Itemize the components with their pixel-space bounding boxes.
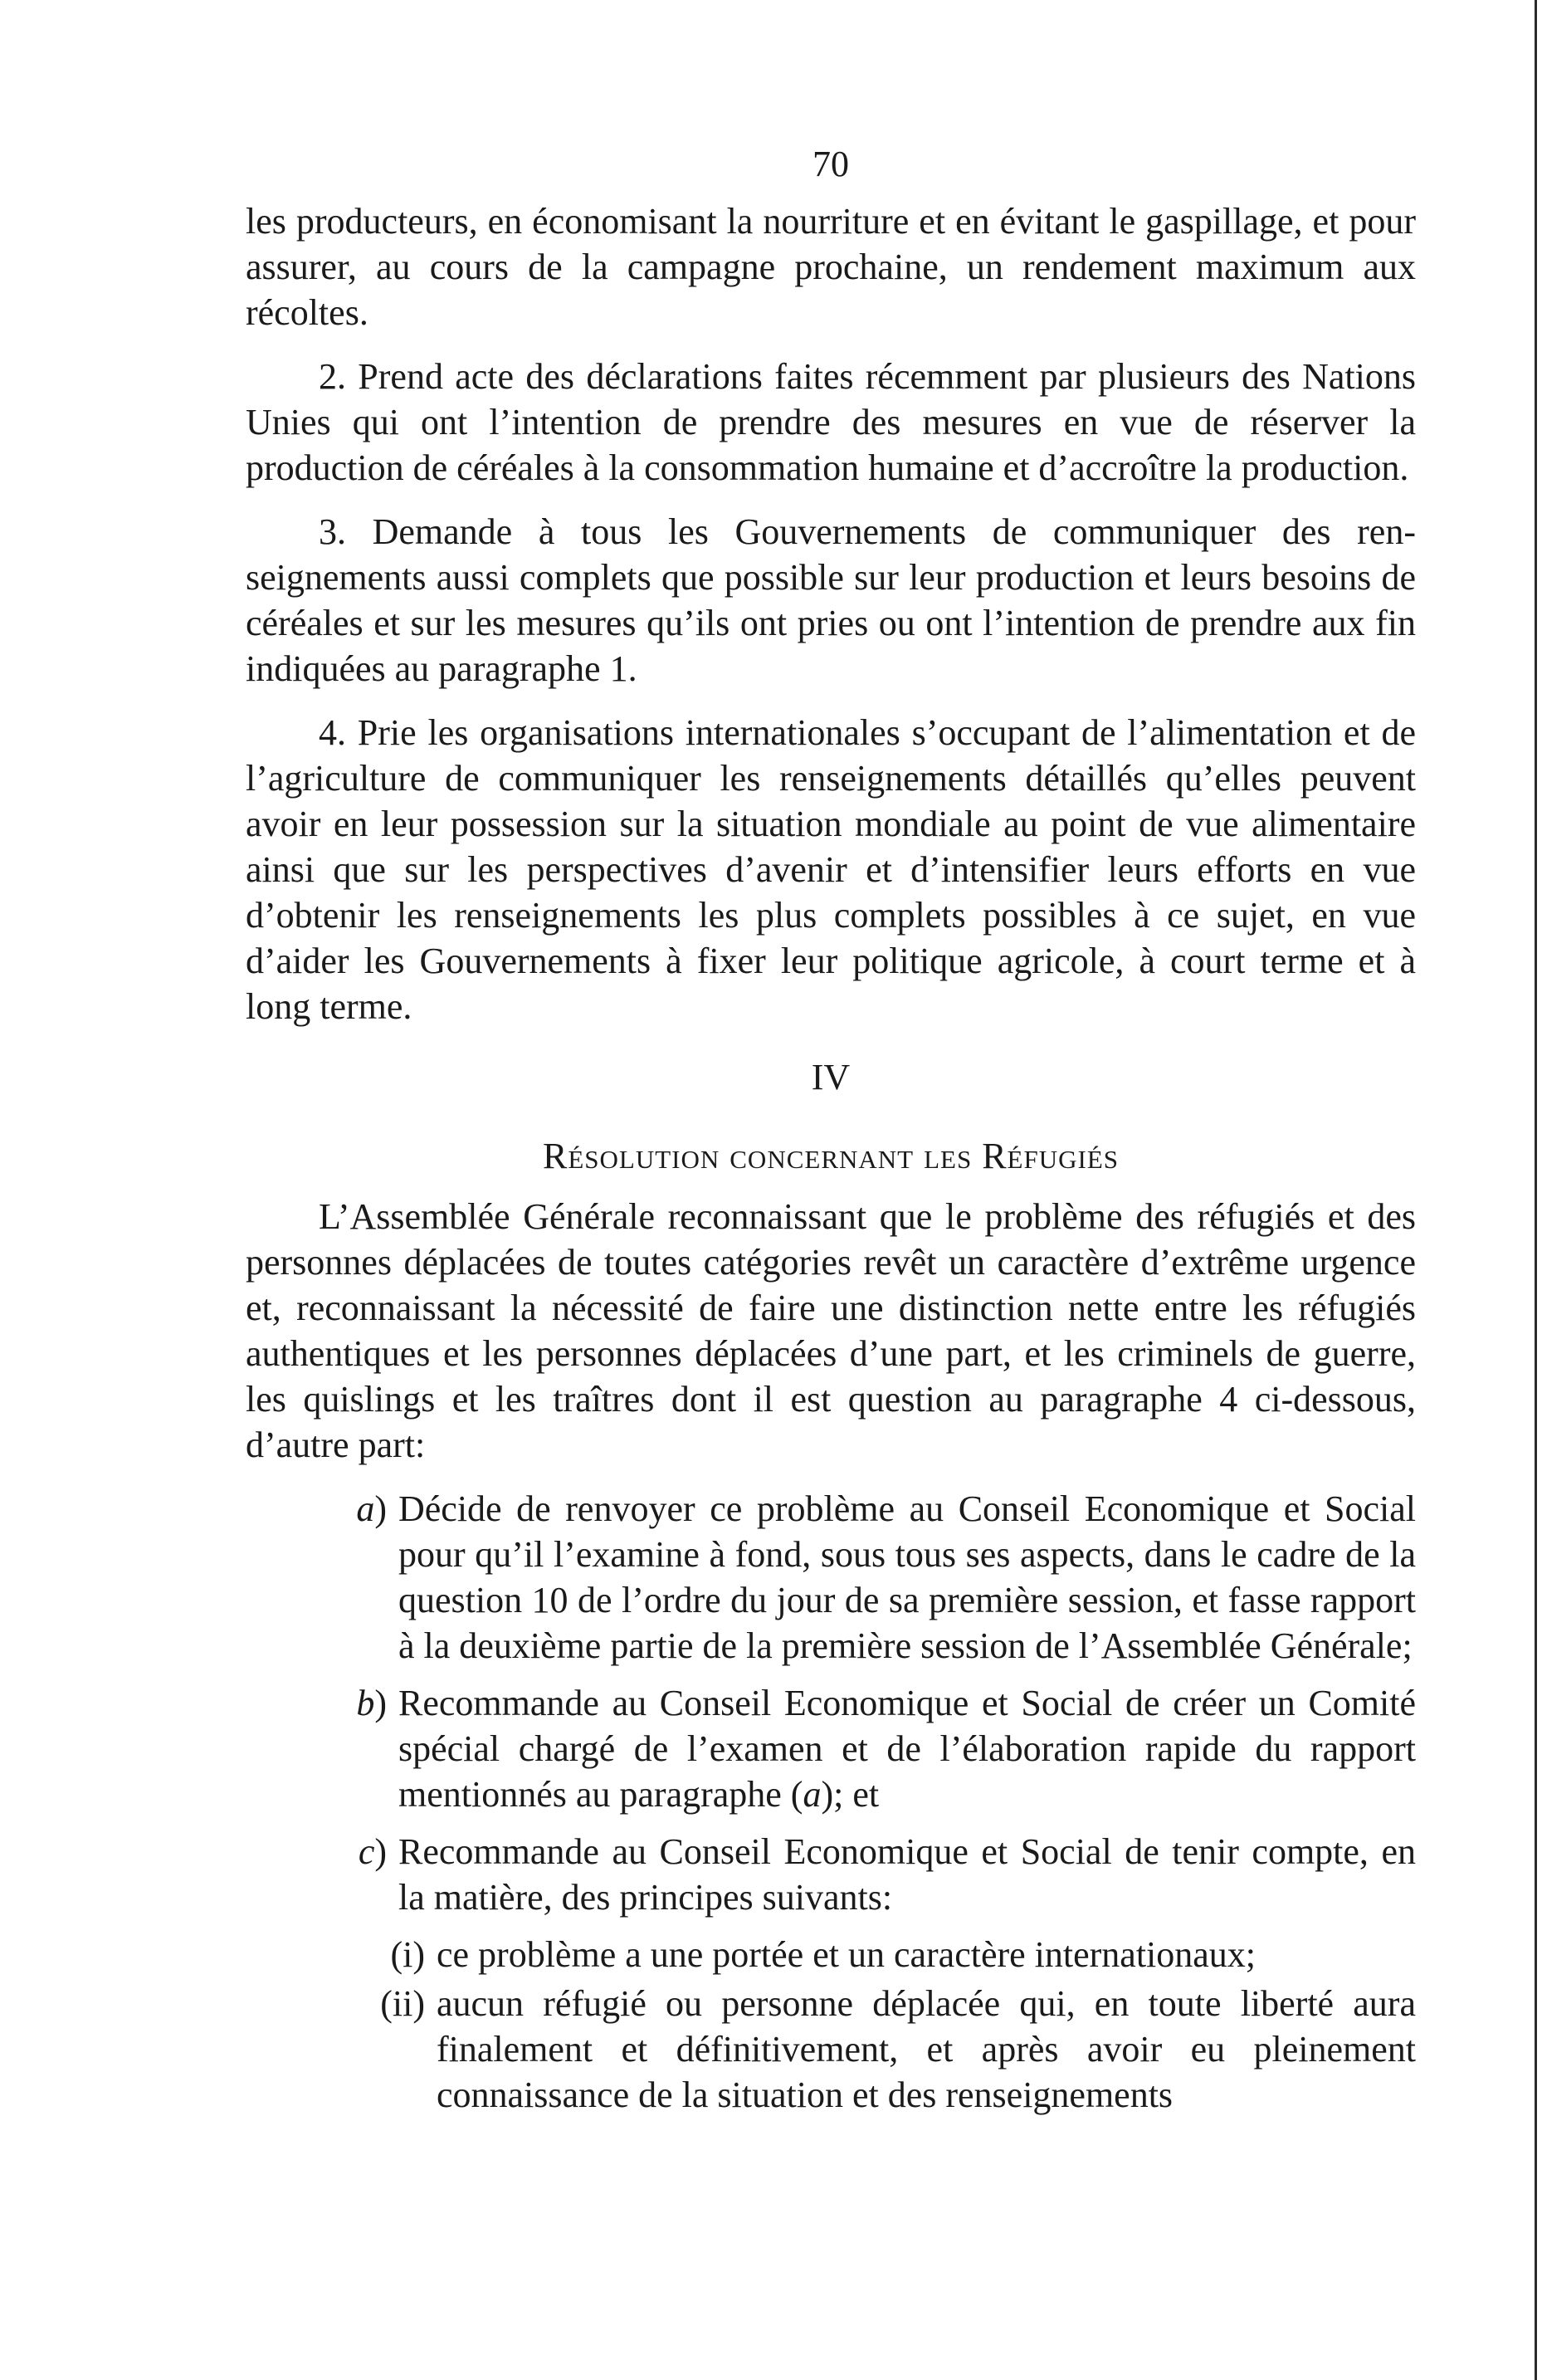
section-number: IV [811, 1057, 851, 1097]
list-item-c [246, 1829, 1416, 1920]
page-edge-rule [1535, 0, 1537, 2380]
sub-marker-ii: (ii) [380, 1983, 425, 2024]
list-item-c-text: Recommande au Conseil Economique et Social de tenir compte, en la matière, des principes suivants: [398, 1831, 1416, 1918]
paragraph-4: 4. Prie les organisations internationales s’occupant de l’alimentation et de l’agriculture de communiquer les renseignements détaillés qu’elles peuvent avoir en leur possession sur la situation mondiale au point de vue alimentaire ainsi que sur les perspectives d’avenir et d’intensifier leurs efforts en vue d’obtenir les renseignements les plus complets possibles à ce sujet, en vue d’aider les Gouvernements à fixer leur politique agricole, à court terme et à long terme. [246, 712, 1416, 1027]
sub-item-i-text: ce problème a une portée et un caractère internationaux; [437, 1934, 1257, 1975]
list-marker-b: b) [356, 1683, 387, 1723]
sub-item-ii [246, 1981, 1416, 2118]
list-item-b-text: Recommande au Conseil Economique et Social de créer un Comité spécial chargé de l’examen et de l’élaboration rapide du rapport mentionnés au paragraphe (a); et [398, 1683, 1416, 1815]
sub-item-ii-text: aucun réfugié ou personne déplacée qui, en toute liberté aura finalement et définitivement, et après avoir eu pleinement connaissance de la situation et des renseignements [437, 1983, 1416, 2115]
paragraph-continuation: les producteurs, en économisant la nourriture et en évitant le gaspillage, et pour assurer, au cours de la campagne prochaine, un rendement maximum aux récoltes. [246, 201, 1416, 333]
page-number: 70 [812, 144, 849, 184]
resolution-intro: L’Assemblée Générale reconnaissant que le problème des réfugiés et des personnes déplacées de toutes catégories revêt un caractère d’extrême urgence et, reconnaissant la nécessité de faire une distinction nette entre les réfugiés authentiques et les personnes déplacées d’une part, et les criminels de guerre, les quislings et les traîtres dont il est question au paragraphe 4 ci-dessous, d’autre part: [246, 1196, 1416, 1465]
paragraph-2: 2. Prend acte des déclarations faites récemment par plusieurs des Nations Unies qui ont l’intention de prendre des mesures en vue de réserver la production de céréales à la consommation humaine et d’accroître la production. [246, 356, 1416, 488]
document-page [246, 141, 1416, 2121]
list-item-a [246, 1486, 1416, 1669]
list-marker-a: a) [356, 1488, 387, 1529]
list-marker-c: c) [358, 1831, 387, 1872]
sub-item-i [246, 1932, 1416, 1977]
section-heading: Résolution concernant les Réfugiés [542, 1136, 1120, 1176]
list-item-a-text: Décide de renvoyer ce problème au Conseil Economique et Social pour qu’il l’examine à fond, sous tous ses aspects, dans le cadre de la question 10 de l’ordre du jour de sa première session, et fasse rapport à la deuxième partie de la première session de l’Assemblée Générale; [398, 1488, 1416, 1666]
paragraph-3: 3. Demande à tous les Gouvernements de communiquer des renseignements aussi complets que possible sur leur production et leurs besoins de céréales et sur les mesures qu’ils ont pries ou ont l’intention de prendre aux fin indiquées au paragraphe 1. [246, 511, 1416, 689]
sub-marker-i: (i) [390, 1934, 425, 1975]
list-item-b [246, 1680, 1416, 1817]
